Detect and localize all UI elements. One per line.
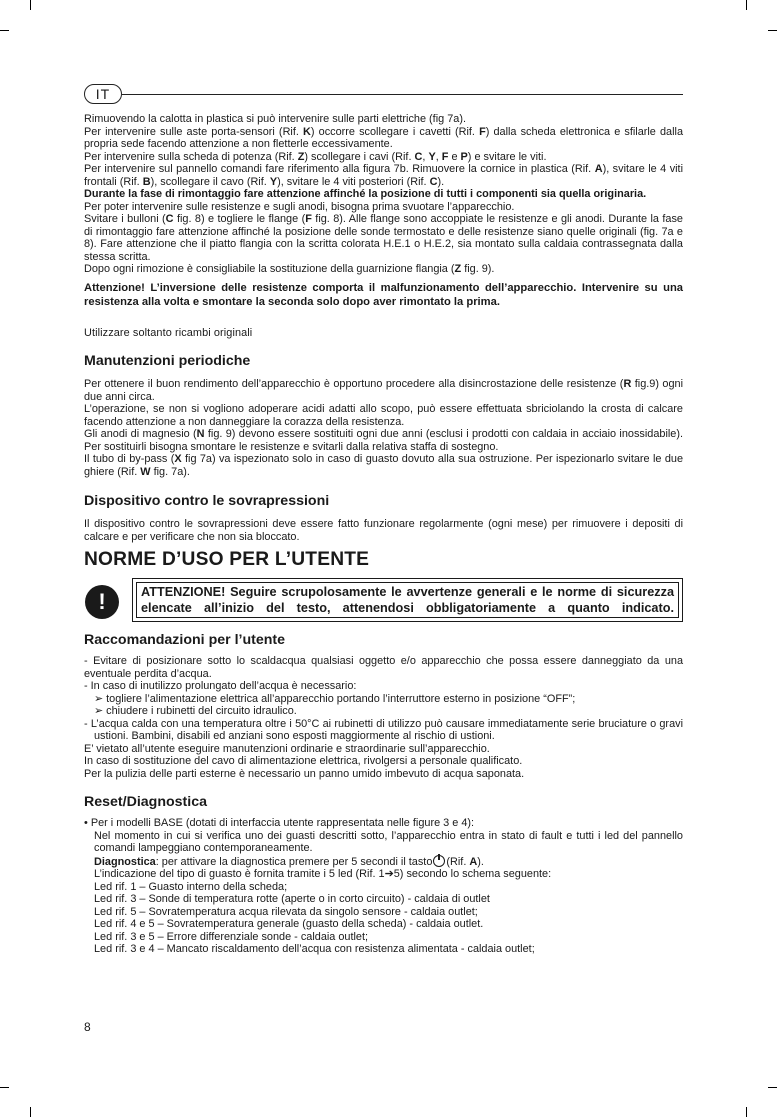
warning-line: elencate all’inizio del testo, attenendosi obbligatoriamente a quanto indicato. <box>141 601 674 615</box>
language-badge: IT <box>84 84 122 104</box>
section-title-reset: Reset/Diagnostica <box>84 794 207 810</box>
recommendation-subitem: ➢ togliere l’alimentazione elettrica all’apparecchio portando l’interruttore esterno in posizione “OFF”; <box>94 692 576 705</box>
reassembly-note: Durante la fase di rimontaggio fare attenzione affinché la posizione di tutti i componenti sia quella originaria. <box>84 188 647 200</box>
section-title-overpressure: Dispositivo contro le sovrapressioni <box>84 493 330 509</box>
spare-parts-note: Utilizzare soltanto ricambi originali <box>84 326 253 339</box>
crop-mark <box>30 1107 31 1117</box>
led-code: Led rif. 3 e 5 – Errore differenziale sonde - caldaia outlet; <box>94 930 369 943</box>
recommendation-item: Per la pulizia delle parti esterne è necessario un panno umido imbevuto di acqua saponata. <box>84 767 525 780</box>
intro-paragraph: Dopo ogni rimozione è consigliabile la sostituzione della guarnizione flangia (Z fig. 9). <box>84 263 495 275</box>
led-code: Led rif. 4 e 5 – Sovratemperatura generale (guasto della scheda) - caldaia outlet. <box>94 918 484 930</box>
page-content <box>84 113 683 956</box>
crop-mark <box>0 1087 9 1088</box>
recommendation-item: - L’acqua calda con una temperatura oltre i 50°C ai rubinetti di utilizzo può causare immediatamente serie bruciature o gravi ustioni. Bambini, disabili ed anziani sono esposti maggiormente al rischio di ustioni. <box>84 717 683 742</box>
crop-mark <box>768 30 777 31</box>
diagnostic-instruction: Diagnostica: per attivare la diagnostica premere per 5 secondi il tasto (Rif. A). <box>94 855 484 868</box>
maintenance-paragraph: Per ottenere il buon rendimento dell’apparecchio è opportuno procedere alla disincrostazione delle resistenze (R fig.9) ogni due anni circa. <box>84 378 684 403</box>
warning-frame <box>132 578 683 622</box>
resistance-warning: Attenzione! L’inversione delle resistenze comporta il malfunzionamento dell’apparecchio. Intervenire su una resistenza alla volta e smontare la seconda solo dopo aver rimontato la prima. <box>84 281 683 308</box>
crop-mark <box>30 0 31 10</box>
recommendation-item: E’ vietato all’utente eseguire manutenzioni ordinarie e straordinarie sull’apparecchio. <box>84 742 490 755</box>
intro-paragraph: Per intervenire sulle aste porta-sensori (Rif. K) occorre scollegare i cavetti (Rif. F) dalla scheda elettronica e sfilarle dalla propria sede facendo attenzione a non fletterle eccessivamente. <box>84 125 683 150</box>
warning-box <box>84 578 683 626</box>
crop-mark <box>768 1087 777 1088</box>
warning-text <box>136 582 679 618</box>
recommendation-subitem: ➢ chiudere i rubinetti del circuito idraulico. <box>94 705 297 717</box>
section-title-maintenance: Manutenzioni periodiche <box>84 353 251 369</box>
intro-paragraph: Per poter intervenire sulle resistenze e sugli anodi, bisogna prima svuotare l’apparecchio. <box>84 200 515 213</box>
section-title-user-rules: NORME D’USO PER L’UTENTE <box>84 549 370 570</box>
exclamation-icon: ! <box>85 585 119 619</box>
intro-paragraph: Per intervenire sulla scheda di potenza (Rif. Z) scollegare i cavi (Rif. C, Y, F e P) e svitare le viti. <box>84 150 547 163</box>
maintenance-paragraph: Il tubo di by-pass (X fig 7a) va ispezionato solo in caso di guasto dovuto alla sua ostruzione. Per ispezionarlo svitare le due ghiere (Rif. W fig. 7a). <box>84 453 683 478</box>
led-code: Led rif. 3 – Sonde di temperatura rotte (aperte o in corto circuito) - caldaia di outlet <box>94 893 490 905</box>
led-code: Led rif. 3 e 4 – Mancato riscaldamento dell’acqua con resistenza alimentata - caldaia outlet; <box>94 943 535 955</box>
section-title-recommendations: Raccomandazioni per l’utente <box>84 632 286 648</box>
crop-mark <box>0 30 9 31</box>
intro-paragraph: Rimuovendo la calotta in plastica si può intervenire sulle parti elettriche (fig 7a). <box>84 113 466 125</box>
intro-paragraph: Per intervenire sul pannello comandi fare riferimento alla figura 7b. Rimuovere la cornice in plastica (Rif. A), svitare le 4 viti frontali (Rif. B), scollegare il cavo (Rif. Y), svitare le 4 viti posteriori (Rif. C). <box>84 163 684 188</box>
recommendation-item: In caso di sostituzione del cavo di alimentazione elettrica, rivolgersi a personale qualificato. <box>84 755 523 767</box>
power-button-icon <box>433 855 445 867</box>
led-code: Led rif. 5 – Sovratemperatura acqua rilevata da singolo sensore - caldaia outlet; <box>94 905 478 918</box>
reset-bullet: • Per i modelli BASE (dotati di interfaccia utente rappresentata nelle figure 3 e 4): <box>84 817 475 829</box>
warning-line: ATTENZIONE! Seguire scrupolosamente le avvertenze generali e le norme di sicurezza <box>141 585 674 599</box>
page-number: 8 <box>84 1020 91 1034</box>
recommendation-item: - Evitare di posizionare sotto lo scaldacqua qualsiasi oggetto e/o apparecchio che possa essere danneggiato da una eventuale perdita d’acqua. <box>84 655 683 680</box>
reset-paragraph: Nel momento in cui si verifica uno dei guasti descritti sotto, l’apparecchio entra in stato di fault e tutti i led del pannello comandi lampeggiano contemporaneamente. <box>94 829 683 854</box>
maintenance-paragraph: Gli anodi di magnesio (N fig. 9) devono essere sostituiti ogni due anni (esclusi i prodotti con caldaia in acciaio inossidabile). Per sostituirli bisogna smontare le resistenze e svitarli dalla relativa staffa di sostegno. <box>84 428 683 453</box>
crop-mark <box>746 1107 747 1117</box>
header-rule <box>122 94 683 95</box>
led-code: Led rif. 1 – Guasto interno della scheda; <box>94 880 288 893</box>
recommendation-item: - In caso di inutilizzo prolungato dell’acqua è necessario: <box>84 680 357 692</box>
reset-paragraph: L’indicazione del tipo di guasto è fornita tramite i 5 led (Rif. 1➔5) secondo lo schema seguente: <box>94 868 552 880</box>
overpressure-paragraph: Il dispositivo contro le sovrapressioni deve essere fatto funzionare regolarmente (ogni mese) per rimuovere i depositi di calcare e per verificare che non sia bloccato. <box>84 518 683 543</box>
maintenance-paragraph: L’operazione, se non si vogliono adoperare acidi adatti allo scopo, può essere effettuata sbriciolando la crosta di calcare facendo attenzione a non danneggiare la corazza della resistenza. <box>84 403 683 428</box>
crop-mark <box>746 0 747 10</box>
intro-paragraph: Svitare i bulloni (C fig. 8) e togliere le flange (F fig. 8). Alle flange sono accoppiate le resistenze e gli anodi. Durante la fase di rimontaggio fare attenzione affinché la posizione delle sonde termostato e delle resistenze siano quelle originali (fig. 7a e 8). Fare attenzione che il piatto flangia con la scritta colorata H.E.1 o H.E.2, sia montato sulla caldaia contrassegnata dalla stessa scritta. <box>84 213 683 263</box>
